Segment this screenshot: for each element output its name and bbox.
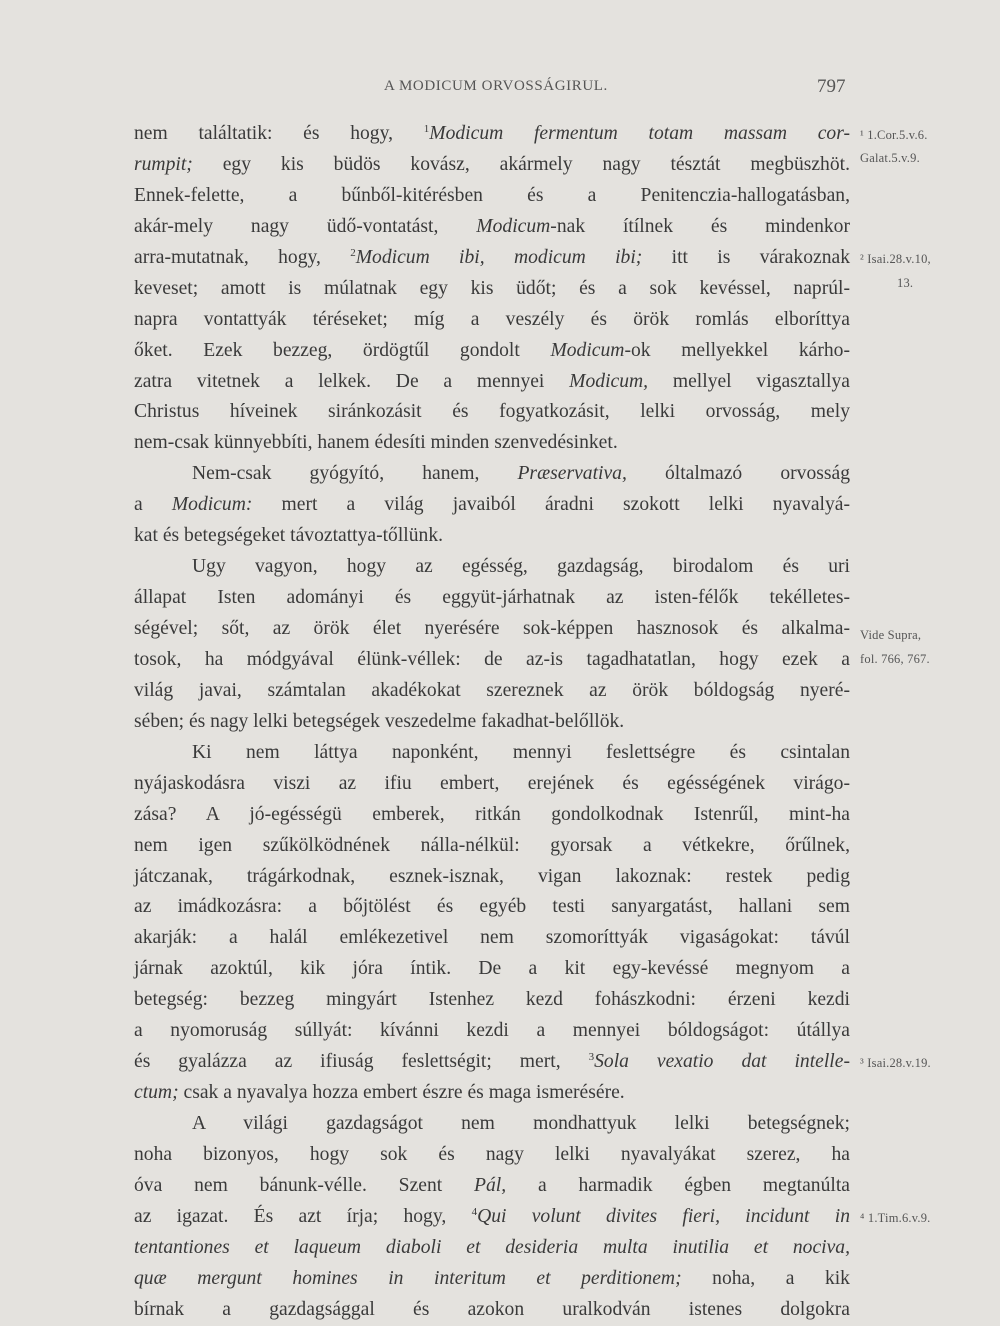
text-line: [134, 1078, 850, 1109]
italic-text: quæ mergunt homines in interitum et perditionem;: [134, 1267, 682, 1289]
text-segment: az igazat. És azt írja; hogy,: [134, 1205, 472, 1227]
italic-text: Præservativa,: [517, 463, 627, 485]
text-line: [134, 831, 850, 862]
text-segment: napra vontattyák téréseket; míg a veszély és örök romlás elboríttya: [134, 308, 850, 330]
text-line: [134, 923, 850, 954]
text-segment: Ennek-felette, a bűnből-kitérésben és a Penitenczia-hallogatásban,: [134, 184, 850, 206]
text-line: [134, 800, 850, 831]
text-line: [134, 397, 850, 428]
text-segment: nem igen szűkölködnének nálla-nélkül: gyorsak a vétkekre, őrűlnek,: [134, 834, 850, 856]
text-segment: óltalmazó orvosság: [626, 463, 850, 485]
running-head: A MODICUM ORVOSSÁGIRUL.: [384, 78, 608, 94]
page-header: [0, 76, 1000, 100]
footnote-marker: 2: [350, 246, 356, 259]
margin-note: 13.: [897, 275, 914, 290]
text-line: [134, 676, 850, 707]
italic-text: Sola vexatio dat intelle-: [594, 1051, 850, 1073]
italic-text: ctum;: [134, 1082, 179, 1104]
text-segment: noha bizonyos, hogy sok és nagy lelki nyavalyákat szerez, ha: [134, 1143, 850, 1165]
text-segment: betegség: bezzeg mingyárt Istenhez kezd fohászkodni: érzeni kezdi: [134, 989, 850, 1011]
text-line: [134, 738, 850, 769]
text-line: [134, 1109, 850, 1140]
text-line: [134, 645, 850, 676]
text-line: [134, 490, 850, 521]
text-line: [134, 1295, 850, 1326]
text-segment: nyájaskodásra viszi az ifiu embert, erejének és egésségének virágo-: [134, 772, 850, 794]
text-segment: keveset; amott is múlatnak egy kis üdőt; és a sok kevéssel, naprúl-: [134, 277, 850, 299]
text-segment: őket. Ezek bezzeg, ördögtűl gondolt: [134, 339, 551, 361]
text-segment: mellyel vigasztallya: [648, 370, 850, 392]
text-segment: A világi gazdagságot nem mondhattyuk lelki betegségnek;: [192, 1113, 850, 1134]
text-line: [134, 954, 850, 985]
text-segment: Christus híveinek siránkozásit és fogyatkozásit, lelki orvosság, mely: [134, 401, 850, 423]
margin-note: ⁴ 1.Tim.6.v.9.: [860, 1210, 931, 1225]
text-segment: állapat Isten adományi és eggyüt-járhatnak az isten-félők tekélletes-: [134, 587, 850, 609]
footnote-marker: 1: [423, 123, 430, 135]
text-line: [134, 305, 850, 336]
italic-text: Modicum ibi, modicum ibi;: [355, 246, 643, 268]
text-line: [134, 119, 850, 150]
text-line: [134, 428, 850, 459]
margin-note: ² Isai.28.v.10,: [860, 251, 931, 266]
text-segment: óva nem bánunk-vélle. Szent: [134, 1174, 475, 1196]
text-segment: az imádkozásra: a bőjtölést és egyéb testi sanyargatást, hallani sem: [134, 896, 850, 918]
text-segment: a nyomoruság súllyát: kívánni kezdi a mennyei bóldogságot: útállya: [134, 1020, 850, 1042]
italic-text: Pál,: [474, 1174, 507, 1196]
page-number: 797: [817, 76, 846, 97]
text-segment: -ok mellyekkel kárho-: [624, 339, 850, 361]
text-segment: zatra vitetnek a lelkek. De a mennyei: [134, 370, 570, 392]
italic-text: Modicum: [550, 339, 625, 361]
italic-text: rumpit;: [134, 153, 193, 175]
footnote-marker: 4: [471, 1205, 478, 1218]
text-line: [134, 769, 850, 800]
italic-text: Modicum: [476, 215, 551, 237]
text-segment: nem-csak künnyebbíti, hanem édesíti minden szenvedésinket.: [134, 432, 618, 454]
text-segment: a harmadik égben megtanúlta: [506, 1174, 850, 1196]
text-line: [134, 1202, 850, 1233]
text-line: [134, 459, 850, 490]
footnote-marker: 3: [588, 1051, 595, 1064]
margin-note: Galat.5.v.9.: [860, 150, 920, 165]
text-line: [134, 892, 850, 923]
text-segment: egy kis büdös kovász, akármely nagy tésztát megbüszhöt.: [192, 153, 850, 175]
text-segment: kat és betegségeket távoztattya-tőllünk.: [134, 525, 444, 547]
text-line: [134, 583, 850, 614]
text-line: [134, 985, 850, 1016]
text-line: [134, 614, 850, 645]
text-segment: bírnak a gazdagsággal és azokon uralkodván istenes dolgokra: [134, 1298, 850, 1320]
text-segment: a: [134, 494, 172, 516]
text-line: [134, 274, 850, 305]
text-segment: Ki nem láttya naponként, mennyi feslettségre és csintalan: [192, 741, 850, 763]
text-line: [134, 707, 850, 738]
margin-note: ¹ 1.Cor.5.v.6.: [860, 128, 928, 142]
text-segment: nem találtatik: és hogy,: [134, 123, 424, 144]
text-segment: noha, a kik: [681, 1267, 850, 1289]
text-segment: ségével; sőt, az örök élet nyerésére sok-képpen hasznosok és alkalma-: [134, 618, 850, 639]
text-segment: világ javai, számtalan akadékokat szereznek az örök bóldogság nyeré-: [134, 679, 850, 701]
text-line: [134, 1264, 850, 1295]
text-line: [134, 1016, 850, 1047]
text-segment: zása? A jó-egésségü emberek, ritkán gondolkodnak Istenrűl, mint-ha: [134, 803, 850, 825]
text-segment: játczanak, trágárkodnak, esznek-isznak, vigan lakoznak: restek pedig: [134, 865, 850, 887]
margin-note: ³ Isai.28.v.19.: [860, 1056, 931, 1071]
text-segment: Nem-csak gyógyító, hanem,: [192, 463, 518, 485]
body-text: [134, 119, 850, 1326]
text-line: [134, 336, 850, 367]
italic-text: Modicum:: [171, 494, 253, 516]
text-segment: és gyalázza az ifiuság feslettségit; mert,: [134, 1051, 589, 1073]
italic-text: Qui volunt divites fieri, incidunt in: [477, 1205, 850, 1227]
italic-text: Modicum fermentum totam massam cor-: [429, 123, 850, 144]
text-segment: sében; és nagy lelki betegségek veszedelme fakadhat-belőllök.: [134, 710, 625, 732]
text-segment: tosok, ha módgyával élünk-véllek: de az-is tagadhatatlan, hogy ezek a: [134, 648, 850, 670]
text-segment: akár-mely nagy üdő-vontatást,: [134, 215, 477, 237]
text-line: [134, 367, 850, 398]
text-line: [134, 1233, 850, 1264]
text-segment: arra-mutatnak, hogy,: [134, 246, 351, 268]
text-line: [134, 181, 850, 212]
text-line: [134, 1047, 850, 1078]
text-segment: akarják: a halál emlékezetivel nem szomoríttyák vigaságokat: távúl: [134, 927, 850, 949]
text-line: [134, 150, 850, 181]
margin-note: Vide Supra,: [860, 628, 922, 643]
text-segment: itt is várakoznak: [642, 246, 850, 268]
text-line: [134, 862, 850, 893]
text-line: [134, 552, 850, 583]
text-line: [134, 1140, 850, 1171]
text-segment: járnak azoktúl, kik jóra íntik. De a kit egy-kevéssé megnyom a: [134, 958, 850, 980]
text-segment: Ugy vagyon, hogy az egésség, gazdagság, birodalom és uri: [192, 556, 850, 578]
margin-note: fol. 766, 767.: [860, 651, 930, 666]
text-line: [134, 243, 850, 274]
text-segment: mert a világ javaiból áradni szokott lelki nyavalyá-: [252, 494, 850, 516]
text-line: [134, 1171, 850, 1202]
text-segment: -nak ítílnek és mindenkor: [550, 215, 850, 237]
italic-text: Modicum,: [569, 370, 649, 392]
text-line: [134, 521, 850, 552]
text-line: [134, 212, 850, 243]
italic-text: tentantiones et laqueum diaboli et desideria multa inutilia et nociva,: [134, 1236, 850, 1258]
text-segment: csak a nyavalya hozza embert észre és maga ismerésére.: [178, 1082, 625, 1104]
